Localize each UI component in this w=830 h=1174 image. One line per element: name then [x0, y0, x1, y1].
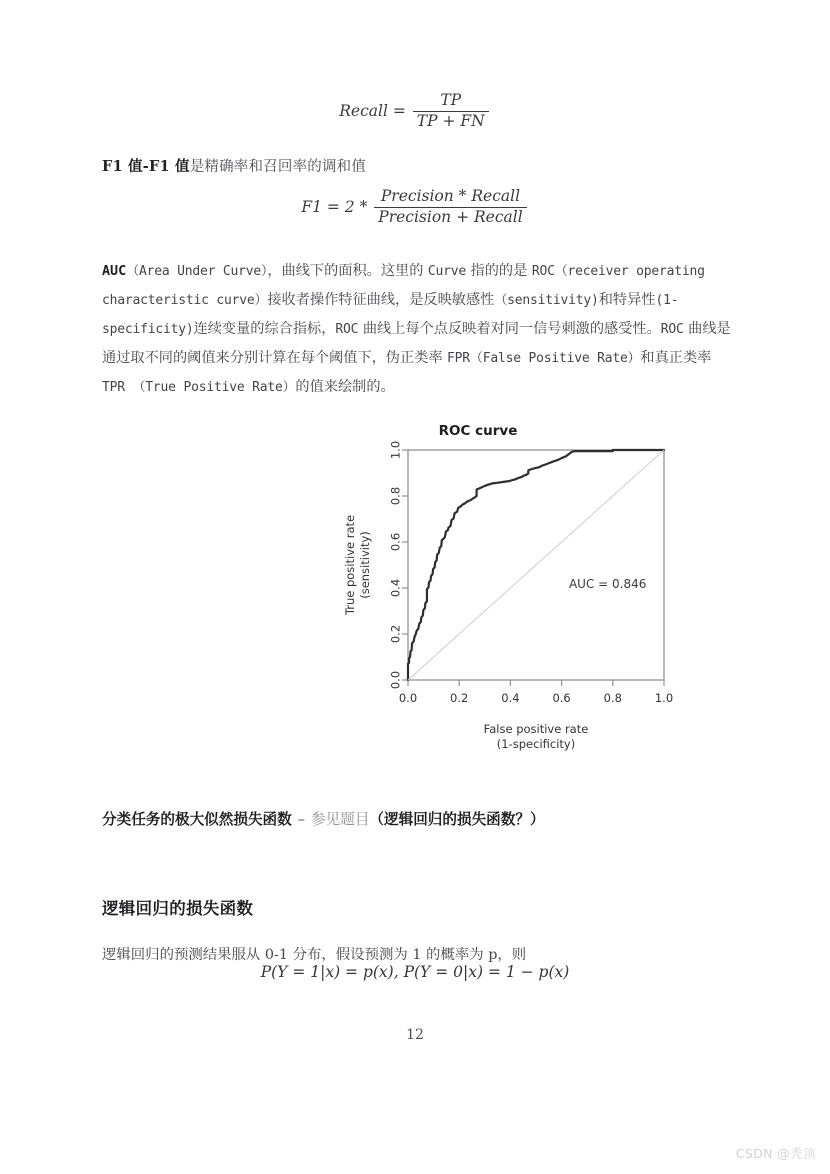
- chart-series-layer: [408, 450, 664, 680]
- auc-paragraph: [102, 257, 732, 402]
- y-axis-sublabel: (sensitivity): [358, 531, 372, 599]
- roc-chart-svg: [258, 415, 698, 760]
- auc-seg-3: Curve: [427, 264, 467, 280]
- chart-title: ROC curve: [438, 423, 518, 439]
- section-reference-line: [102, 808, 545, 829]
- recall-formula: [98, 92, 732, 131]
- auc-seg-5: ROC: [531, 264, 555, 280]
- chart-annotations: [569, 577, 646, 591]
- auc-seg-13: 曲线上每个点反映着对同一信号刺激的感受性。: [358, 321, 661, 338]
- auc-paragraph-lead: AUC: [102, 264, 127, 280]
- auc-seg-6: （receiver operating characteristic curve）: [102, 264, 705, 309]
- y-tick-label: 0.2: [388, 624, 403, 644]
- y-axis-label: True positive rate: [343, 514, 357, 616]
- auc-seg-11: 连续变量的综合指标，: [193, 321, 336, 338]
- y-tick-label: 0.6: [388, 532, 403, 552]
- auc-annotation: AUC = 0.846: [568, 577, 647, 591]
- y-axis-ticks: [389, 441, 409, 689]
- section-title-right: （逻辑回归的损失函数？）: [369, 811, 545, 828]
- csdn-watermark: CSDN @秃顶: [735, 1146, 816, 1161]
- auc-seg-16: FPR（False Positive Rate）: [447, 351, 641, 367]
- f1-term-bold: F1 值-F1 值: [102, 158, 190, 175]
- auc-seg-7: 接收者操作特征曲线，是反映敏感性: [267, 292, 495, 309]
- y-tick-label: 0.0: [388, 670, 403, 690]
- recall-denominator: TP + FN: [416, 111, 485, 130]
- x-tick-label: 0.6: [552, 691, 571, 705]
- auc-seg-14: ROC: [660, 322, 684, 338]
- section-dash: –: [297, 811, 306, 828]
- f1-definition-line: [102, 155, 366, 176]
- y-tick-label: 1.0: [388, 440, 403, 460]
- x-tick-label: 0.4: [501, 691, 520, 705]
- recall-fraction: [413, 92, 489, 131]
- probability-formula: P(Y = 1|x) = p(x), P(Y = 0|x) = 1 − p(x): [260, 963, 570, 981]
- roc-curve-figure: [258, 415, 698, 760]
- f1-numerator: Precision * Recall: [374, 188, 526, 208]
- f1-denominator: Precision + Recall: [378, 207, 523, 226]
- auc-seg-2: ，曲线下的面积。这里的: [267, 263, 428, 280]
- section-title-left: 分类任务的极大似然损失函数: [102, 811, 292, 828]
- recall-formula-lhs: Recall =: [339, 102, 406, 121]
- auc-seg-15: 曲线是通过取不同的阈值来分别计算在每个阈值下，伪正类率: [102, 321, 731, 367]
- auc-seg-18: TPR （True Positive Rate）: [102, 380, 296, 396]
- auc-seg-19: 的值来绘制的。: [295, 379, 395, 396]
- x-tick-label: 0.0: [398, 691, 418, 705]
- subsection-heading: 逻辑回归的损失函数: [102, 898, 254, 918]
- y-tick-label: 0.8: [388, 486, 403, 506]
- auc-seg-10: (1-specificity): [102, 293, 679, 338]
- auc-seg-1: （Area Under Curve）: [126, 264, 268, 280]
- x-axis-ticks: [399, 680, 673, 705]
- auc-seg-12: ROC: [335, 322, 359, 338]
- x-tick-label: 0.2: [450, 691, 469, 705]
- auc-seg-4: 指的的是: [466, 263, 532, 280]
- auc-seg-9: 和特异性: [598, 292, 656, 309]
- auc-seg-17: 和真正类率: [640, 350, 712, 367]
- f1-term-rest: 是精确率和召回率的调和值: [189, 159, 367, 175]
- x-tick-label: 0.8: [603, 691, 622, 705]
- logistic-regression-paragraph: 逻辑回归的预测结果服从 0-1 分布，假设预测为 1 的概率为 p，则: [102, 947, 527, 964]
- y-tick-label: 0.4: [388, 578, 403, 598]
- x-axis-sublabel: (1-specificity): [496, 737, 576, 751]
- x-tick-label: 1.0: [654, 691, 674, 705]
- page-number: 12: [406, 1027, 424, 1043]
- x-axis-label: False positive rate: [483, 722, 589, 736]
- f1-fraction: [374, 188, 526, 227]
- f1-formula-lhs: F1 = 2 *: [301, 198, 368, 217]
- f1-formula: [98, 188, 732, 227]
- section-reference-muted: 参见题目: [311, 811, 370, 828]
- auc-seg-8: （sensitivity): [494, 293, 599, 309]
- recall-numerator: TP: [413, 92, 489, 112]
- chart-series-line: [408, 450, 664, 680]
